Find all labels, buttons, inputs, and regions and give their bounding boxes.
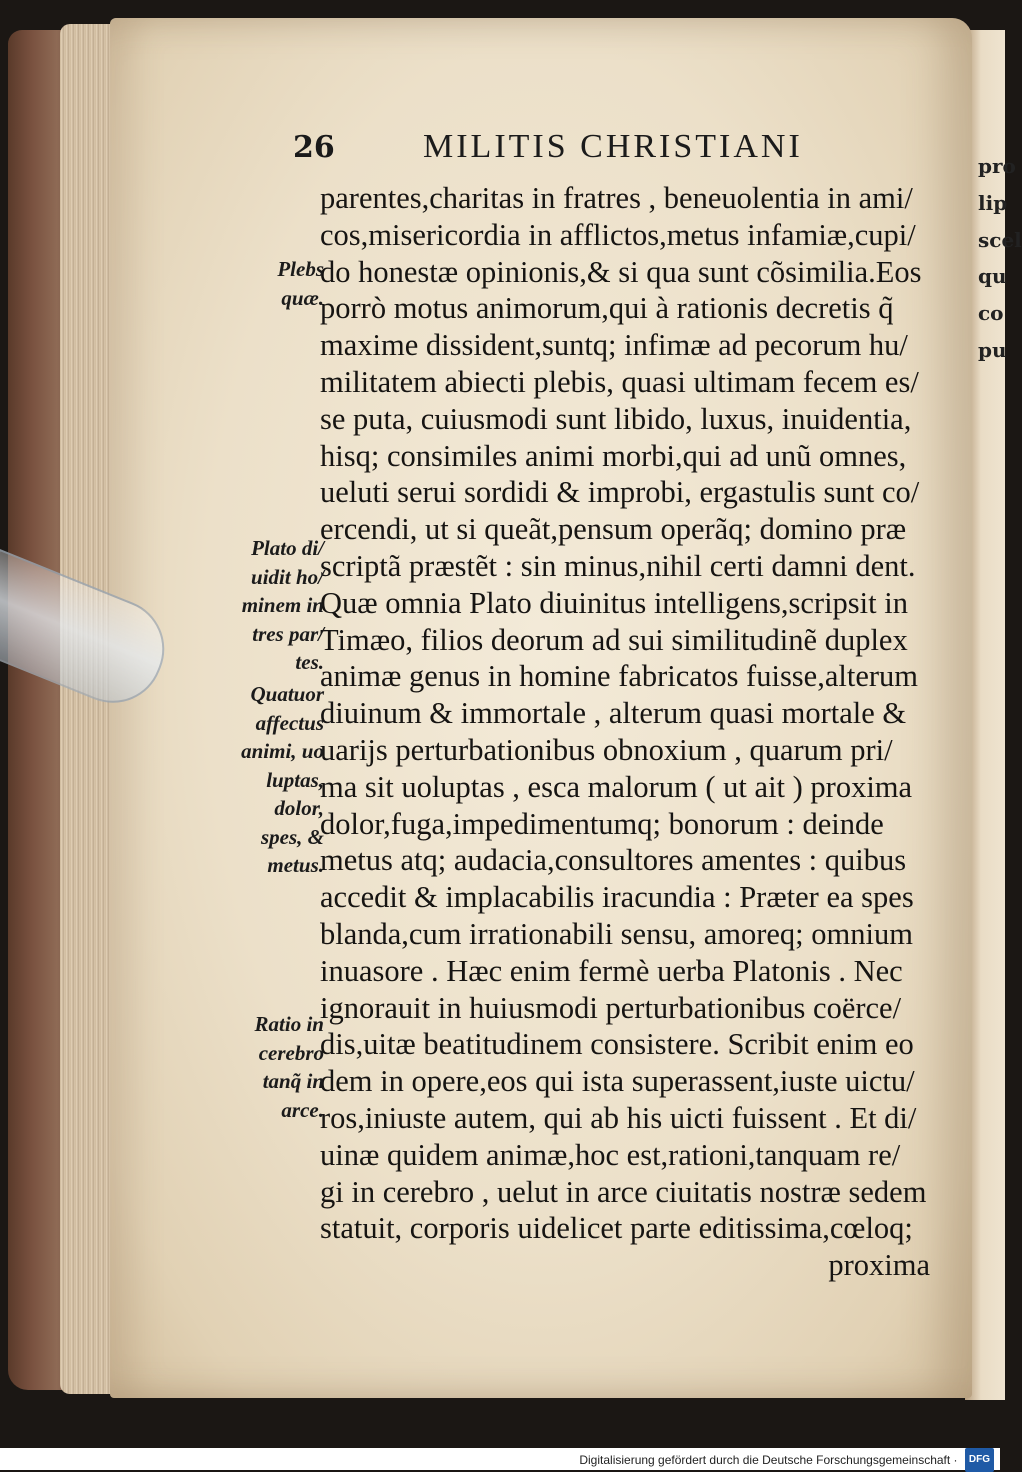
text-line: gi in cerebro , uelut in arce ciuitatis nostræ sedem	[320, 1174, 927, 1209]
text-line: accedit & implacabilis iracundia : Præter ea spes	[320, 880, 914, 915]
text-line: ma sit uoluptas , esca malorum ( ut ait ) proxima	[320, 769, 913, 804]
marginal-line: quæ.	[281, 285, 324, 310]
digitization-footer	[0, 1448, 1000, 1470]
text-line: metus atq; audacia,consultores amentes : quibus	[320, 843, 907, 878]
marginal-line: minem in	[241, 593, 324, 617]
marginal-note-plato	[224, 534, 324, 677]
text-line: Quæ omnia Plato diuinitus intelligens,scripsit in	[320, 585, 908, 620]
text-line: dem in opere,eos qui ista superassent,iuste uictu/	[320, 1064, 915, 1099]
text-line: ignorauit in huiusmodi perturbationibus coërce/	[320, 990, 902, 1025]
marginal-line: Quatuor	[250, 682, 324, 706]
facing-fragment: qu	[978, 264, 1007, 289]
text-line: uinæ quidem animæ,hoc est,rationi,tanquam re/	[320, 1137, 901, 1172]
dfg-logo-icon: DFG	[965, 1448, 994, 1472]
marginal-note-plebs	[224, 255, 324, 312]
marginal-line: arce.	[281, 1097, 324, 1122]
page-header	[293, 128, 933, 174]
text-line: hisq; consimiles animi morbi,qui ad unũ omnes,	[320, 438, 907, 473]
text-line: diuinum & immortale , alterum quasi mortale &	[320, 696, 907, 731]
text-line: porrò motus animorum,qui à rationis decretis q̃	[320, 291, 894, 326]
facing-fragment: pro	[978, 154, 1016, 178]
text-line: statuit, corporis uidelicet parte editissima,cœloq;	[320, 1211, 913, 1246]
marginal-note-ratio	[224, 1010, 324, 1124]
text-line: cos,misericordia in afflictos,metus infamiæ,cupi/	[320, 217, 916, 252]
footer-credit: Digitalisierung gefördert durch die Deutsche Forschungsgemeinschaft ·	[579, 1453, 958, 1467]
text-line: blanda,cum irrationabili sensu, amoreq; omnium	[320, 916, 913, 951]
facing-page-text	[978, 150, 1022, 371]
marginal-line: cerebro	[258, 1040, 324, 1065]
marginal-line: tanq̃ in	[262, 1069, 324, 1093]
text-line: animæ genus in homine fabricatos fuisse,alterum	[320, 659, 918, 694]
folio-number: 26	[293, 130, 335, 165]
text-line: parentes,charitas in fratres , beneuolentia in ami/	[320, 181, 913, 215]
marginal-line: spes, &	[261, 824, 324, 849]
marginal-line: tes.	[295, 650, 324, 674]
facing-fragment: pu	[978, 337, 1007, 362]
facing-fragment: lip	[978, 190, 1008, 215]
marginal-line: dolor,	[274, 796, 324, 820]
marginal-line: animi, uo	[241, 739, 324, 763]
marginal-line: luptas,	[266, 767, 324, 792]
text-line: uarijs perturbationibus obnoxium , quarum pri/	[320, 732, 893, 767]
body-text	[320, 180, 940, 1284]
text-line: dolor,fuga,impedimentumq; bonorum : deinde	[320, 806, 884, 841]
marginal-line: uidit ho/	[251, 564, 324, 589]
text-line: militatem abiecti plebis, quasi ultimam fecem es/	[320, 364, 919, 399]
text-line: inuasore . Hæc enim fermè uerba Platonis . Nec	[320, 953, 903, 988]
text-line: maxime dissident,suntq; infimæ ad pecorum hu/	[320, 328, 908, 363]
marginal-line: affectus	[255, 710, 324, 735]
text-line: ueluti serui sordidi & improbi, ergastulis sunt co/	[320, 475, 920, 510]
catchword: proxima	[828, 1248, 930, 1283]
marginal-line: metus.	[267, 853, 324, 877]
text-line: Timæo, filios deorum ad sui similitudinẽ duplex	[320, 622, 908, 657]
marginal-line: Plebs	[277, 257, 324, 281]
marginal-line: Plato di/	[251, 536, 324, 560]
text-line: dis,uitæ beatitudinem consistere. Scribit enim eo	[320, 1027, 914, 1062]
facing-fragment: scel	[978, 227, 1022, 252]
marginal-note-affectus	[224, 680, 324, 880]
text-line: do honestæ opinionis,& si qua sunt cõsimilia.Eos	[320, 254, 922, 289]
text-line: se puta, cuiusmodi sunt libido, luxus, inuidentia,	[320, 401, 912, 436]
marginal-line: tres par/	[252, 621, 324, 646]
text-line: scriptã præstẽt : sin minus,nihil certi damni dent.	[320, 548, 916, 583]
text-line: ros,iniuste autem, qui ab his uicti fuissent . Et di/	[320, 1100, 917, 1135]
running-title: MILITIS CHRISTIANI	[423, 128, 803, 165]
marginal-line: Ratio in	[254, 1012, 324, 1036]
text-line: ercendi, ut si queãt,pensum operãq; domino præ	[320, 512, 907, 547]
facing-fragment: co	[978, 301, 1004, 326]
